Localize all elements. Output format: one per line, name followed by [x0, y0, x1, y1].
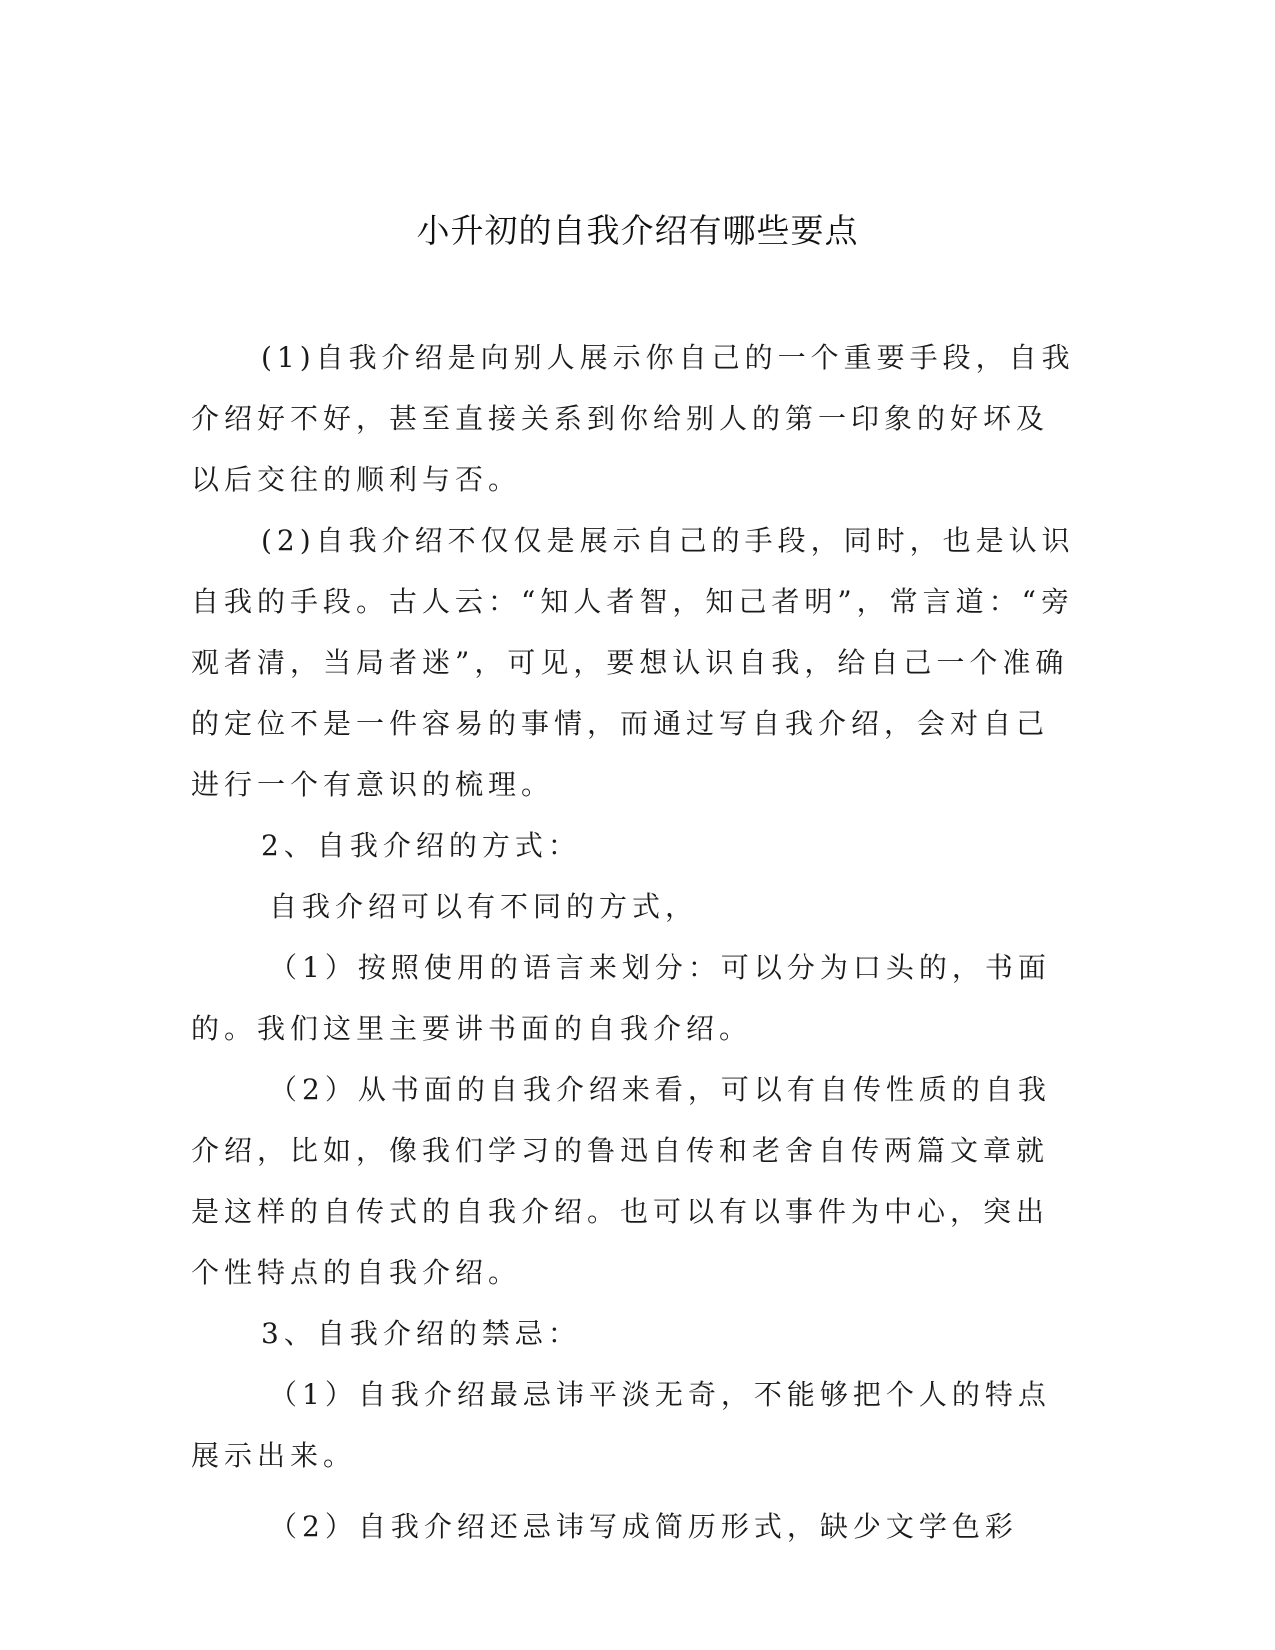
paragraph-taboo-resume: （2）自我介绍还忌讳写成简历形式，缺少文学色彩	[269, 1510, 1018, 1543]
paragraph-taboo-plain: （1）自我介绍最忌讳平淡无奇，不能够把个人的特点展示出来。	[191, 1378, 1051, 1472]
document-body	[191, 327, 1075, 1557]
paragraph-methods-intro: 自我介绍可以有不同的方式，	[269, 890, 699, 923]
heading-taboos: 3、自我介绍的禁忌：	[261, 1317, 581, 1350]
document-title: 小升初的自我介绍有哪些要点	[416, 211, 859, 250]
paragraph-method-language: （1）按照使用的语言来划分：可以分为口头的，书面的。我们这里主要讲书面的自我介绍。	[191, 951, 1051, 1045]
paragraph-importance: (1)自我介绍是向别人展示你自己的一个重要手段，自我介绍好不好，甚至直接关系到你给别人的第一印象的好坏及以后交往的顺利与否。	[191, 341, 1075, 496]
paragraph-method-written: （2）从书面的自我介绍来看，可以有自传性质的自我介绍，比如，像我们学习的鲁迅自传和老舍自传两篇文章就是这样的自传式的自我介绍。也可以有以事件为中心，突出个性特点的自我介绍。	[191, 1073, 1051, 1289]
heading-methods: 2、自我介绍的方式：	[261, 829, 581, 862]
paragraph-self-knowledge: (2)自我介绍不仅仅是展示自己的手段，同时，也是认识自我的手段。古人云：“知人者智，知己者明”，常言道：“旁观者清，当局者迷”，可见，要想认识自我，给自己一个准确的定位不是一件容易的事情，而通过写自我介绍，会对自己进行一个有意识的梳理。	[191, 524, 1075, 801]
